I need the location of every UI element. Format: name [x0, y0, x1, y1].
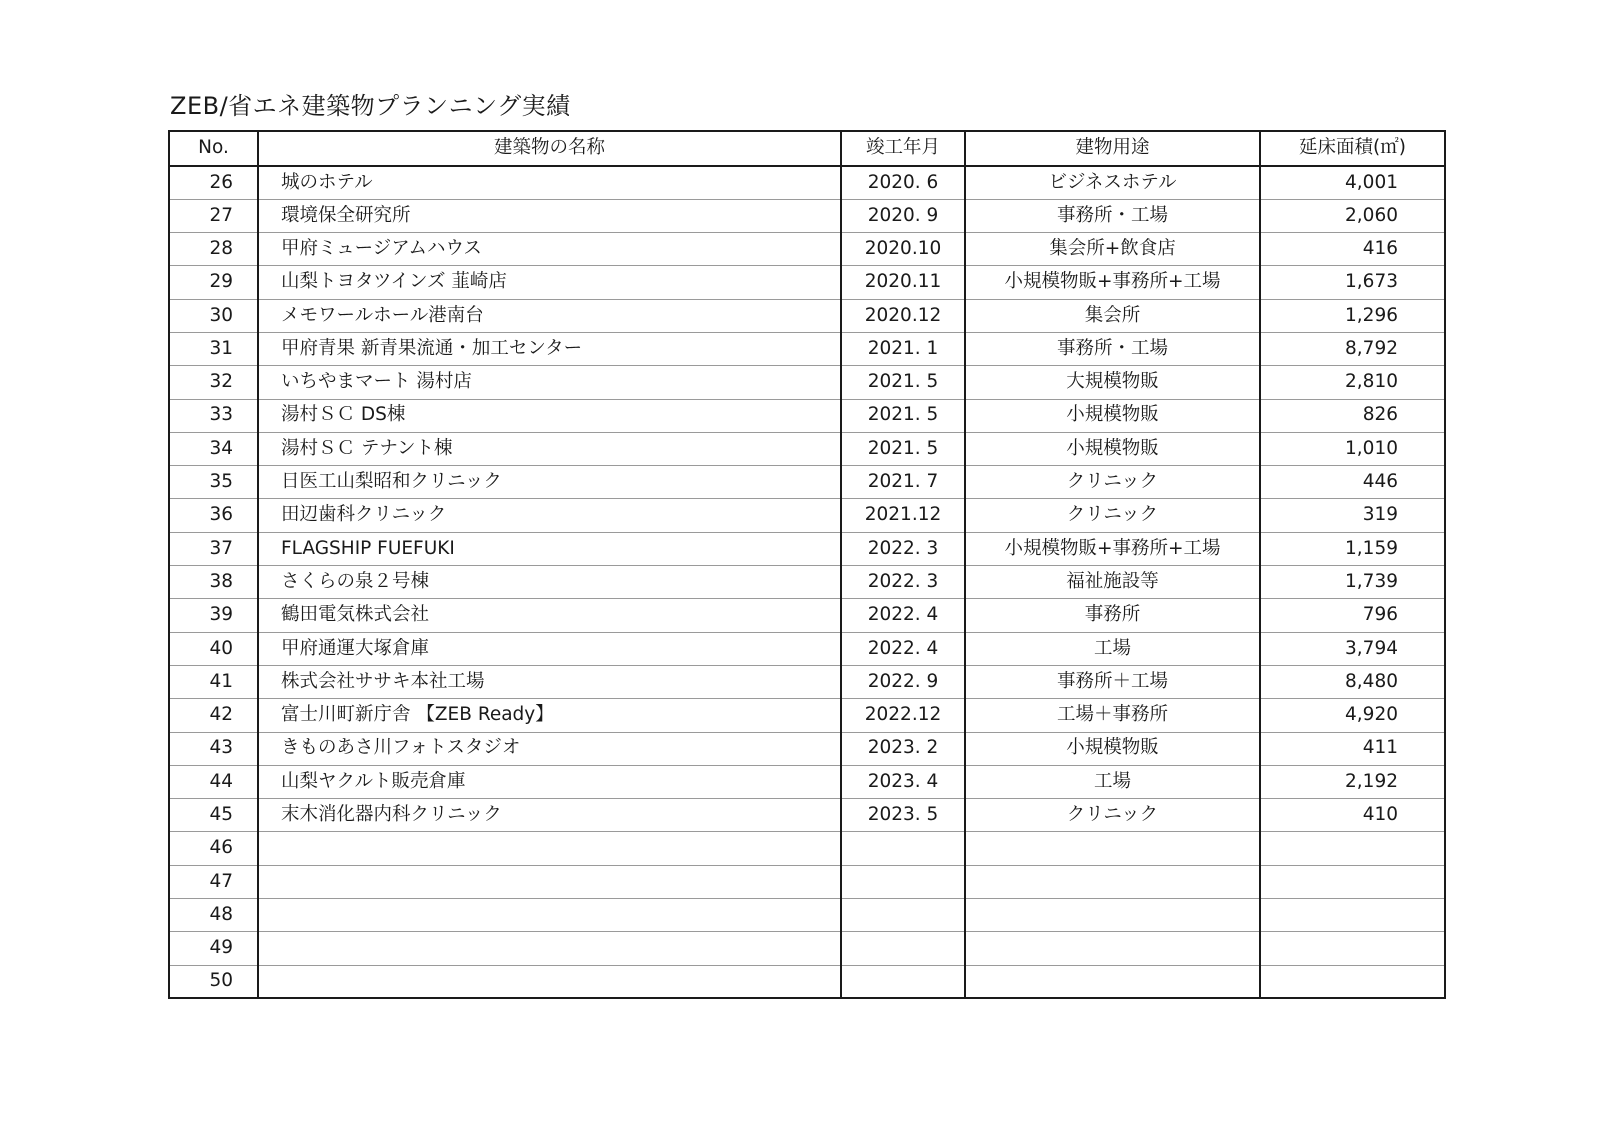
header-completion-date: 竣工年月	[841, 131, 965, 166]
row-no: 33	[169, 399, 258, 432]
completion-date: 2022. 3	[841, 566, 965, 599]
row-no: 32	[169, 366, 258, 399]
row-no: 27	[169, 199, 258, 232]
completion-date: 2022. 4	[841, 599, 965, 632]
table-body	[169, 166, 1445, 998]
table-row	[169, 399, 1445, 432]
completion-date: 2023. 2	[841, 732, 965, 765]
row-no: 47	[169, 865, 258, 898]
row-no: 31	[169, 332, 258, 365]
table-row	[169, 466, 1445, 499]
building-name: 株式会社ササキ本社工場	[258, 665, 841, 698]
building-use	[965, 965, 1260, 998]
floor-area: 4,001	[1260, 166, 1445, 199]
header-building-use: 建物用途	[965, 131, 1260, 166]
floor-area: 1,159	[1260, 532, 1445, 565]
completion-date: 2021. 1	[841, 332, 965, 365]
building-name: 末木消化器内科クリニック	[258, 799, 841, 832]
floor-area: 3,794	[1260, 632, 1445, 665]
table-row	[169, 932, 1445, 965]
floor-area: 2,060	[1260, 199, 1445, 232]
building-use: 事務所	[965, 599, 1260, 632]
table-row	[169, 765, 1445, 798]
building-name	[258, 865, 841, 898]
completion-date: 2023. 4	[841, 765, 965, 798]
building-name: 山梨ヤクルト販売倉庫	[258, 765, 841, 798]
building-name: 山梨トヨタツインズ 韮崎店	[258, 266, 841, 299]
table-row	[169, 499, 1445, 532]
building-use: クリニック	[965, 799, 1260, 832]
building-use: 小規模物販	[965, 732, 1260, 765]
floor-area	[1260, 899, 1445, 932]
floor-area: 1,739	[1260, 566, 1445, 599]
completion-date: 2021. 5	[841, 366, 965, 399]
building-use: クリニック	[965, 499, 1260, 532]
completion-date: 2020.11	[841, 266, 965, 299]
completion-date: 2020.12	[841, 299, 965, 332]
header-floor-area: 延床面積(㎡)	[1260, 131, 1445, 166]
table-row	[169, 233, 1445, 266]
floor-area	[1260, 932, 1445, 965]
row-no: 30	[169, 299, 258, 332]
floor-area: 1,673	[1260, 266, 1445, 299]
building-use	[965, 832, 1260, 865]
completion-date	[841, 932, 965, 965]
floor-area: 826	[1260, 399, 1445, 432]
completion-date: 2021. 5	[841, 399, 965, 432]
table-row	[169, 599, 1445, 632]
completion-date: 2023. 5	[841, 799, 965, 832]
floor-area: 410	[1260, 799, 1445, 832]
building-name	[258, 932, 841, 965]
row-no: 36	[169, 499, 258, 532]
row-no: 28	[169, 233, 258, 266]
building-name: 湯村ＳＣ テナント棟	[258, 432, 841, 465]
completion-date: 2021. 7	[841, 466, 965, 499]
floor-area	[1260, 865, 1445, 898]
completion-date	[841, 832, 965, 865]
row-no: 37	[169, 532, 258, 565]
building-use: クリニック	[965, 466, 1260, 499]
building-name: メモワールホール港南台	[258, 299, 841, 332]
table-row	[169, 532, 1445, 565]
completion-date	[841, 899, 965, 932]
row-no: 46	[169, 832, 258, 865]
floor-area: 446	[1260, 466, 1445, 499]
page-title: ZEB/省エネ建築物プランニング実績	[170, 92, 571, 120]
building-use	[965, 865, 1260, 898]
building-name: 富士川町新庁舎 【ZEB Ready】	[258, 699, 841, 732]
building-use: 福祉施設等	[965, 566, 1260, 599]
completion-date	[841, 965, 965, 998]
building-use: 集会所+飲食店	[965, 233, 1260, 266]
table-row	[169, 266, 1445, 299]
floor-area: 796	[1260, 599, 1445, 632]
floor-area: 8,792	[1260, 332, 1445, 365]
row-no: 26	[169, 166, 258, 199]
table-header-row	[169, 131, 1445, 166]
table-row	[169, 166, 1445, 199]
table-row	[169, 832, 1445, 865]
building-name: きものあさ川フォトスタジオ	[258, 732, 841, 765]
building-use	[965, 899, 1260, 932]
building-use	[965, 932, 1260, 965]
building-use: 小規模物販+事務所+工場	[965, 266, 1260, 299]
row-no: 49	[169, 932, 258, 965]
building-use: 大規模物販	[965, 366, 1260, 399]
completion-date: 2020. 9	[841, 199, 965, 232]
table-row	[169, 332, 1445, 365]
building-use: 集会所	[965, 299, 1260, 332]
completion-date: 2022. 9	[841, 665, 965, 698]
planning-record-table	[168, 130, 1446, 999]
building-use: 工場＋事務所	[965, 699, 1260, 732]
row-no: 35	[169, 466, 258, 499]
row-no: 43	[169, 732, 258, 765]
table-row	[169, 566, 1445, 599]
completion-date: 2020. 6	[841, 166, 965, 199]
table-row	[169, 699, 1445, 732]
building-name: 甲府通運大塚倉庫	[258, 632, 841, 665]
row-no: 41	[169, 665, 258, 698]
floor-area	[1260, 965, 1445, 998]
building-name: 鶴田電気株式会社	[258, 599, 841, 632]
floor-area: 1,010	[1260, 432, 1445, 465]
row-no: 50	[169, 965, 258, 998]
building-use: 小規模物販	[965, 399, 1260, 432]
row-no: 45	[169, 799, 258, 832]
building-use: 小規模物販+事務所+工場	[965, 532, 1260, 565]
building-name: 城のホテル	[258, 166, 841, 199]
building-use: 事務所＋工場	[965, 665, 1260, 698]
row-no: 42	[169, 699, 258, 732]
building-name: FLAGSHIP FUEFUKI	[258, 532, 841, 565]
floor-area: 319	[1260, 499, 1445, 532]
floor-area	[1260, 832, 1445, 865]
floor-area: 4,920	[1260, 699, 1445, 732]
floor-area: 2,192	[1260, 765, 1445, 798]
table-row	[169, 899, 1445, 932]
building-name: 湯村ＳＣ DS棟	[258, 399, 841, 432]
table-row	[169, 432, 1445, 465]
building-use: ビジネスホテル	[965, 166, 1260, 199]
building-use: 事務所・工場	[965, 332, 1260, 365]
building-name: 環境保全研究所	[258, 199, 841, 232]
table-row	[169, 632, 1445, 665]
table-row	[169, 199, 1445, 232]
table-row	[169, 965, 1445, 998]
completion-date: 2020.10	[841, 233, 965, 266]
building-name	[258, 899, 841, 932]
building-name: 甲府ミュージアムハウス	[258, 233, 841, 266]
row-no: 39	[169, 599, 258, 632]
floor-area: 8,480	[1260, 665, 1445, 698]
table-row	[169, 732, 1445, 765]
building-use: 小規模物販	[965, 432, 1260, 465]
completion-date: 2022. 3	[841, 532, 965, 565]
floor-area: 2,810	[1260, 366, 1445, 399]
row-no: 48	[169, 899, 258, 932]
completion-date	[841, 865, 965, 898]
floor-area: 1,296	[1260, 299, 1445, 332]
table-row	[169, 865, 1445, 898]
building-name: 甲府青果 新青果流通・加工センター	[258, 332, 841, 365]
row-no: 34	[169, 432, 258, 465]
completion-date: 2022. 4	[841, 632, 965, 665]
completion-date: 2021. 5	[841, 432, 965, 465]
building-use: 事務所・工場	[965, 199, 1260, 232]
completion-date: 2021.12	[841, 499, 965, 532]
header-no: No.	[169, 131, 258, 166]
building-name: さくらの泉２号棟	[258, 566, 841, 599]
floor-area: 411	[1260, 732, 1445, 765]
building-name: 田辺歯科クリニック	[258, 499, 841, 532]
building-use: 工場	[965, 632, 1260, 665]
completion-date: 2022.12	[841, 699, 965, 732]
table-row	[169, 799, 1445, 832]
row-no: 38	[169, 566, 258, 599]
header-building-name: 建築物の名称	[258, 131, 841, 166]
row-no: 40	[169, 632, 258, 665]
table-row	[169, 299, 1445, 332]
table-row	[169, 366, 1445, 399]
row-no: 29	[169, 266, 258, 299]
building-name: 日医工山梨昭和クリニック	[258, 466, 841, 499]
row-no: 44	[169, 765, 258, 798]
building-use: 工場	[965, 765, 1260, 798]
table-row	[169, 665, 1445, 698]
building-name	[258, 965, 841, 998]
building-name	[258, 832, 841, 865]
floor-area: 416	[1260, 233, 1445, 266]
building-name: いちやまマート 湯村店	[258, 366, 841, 399]
